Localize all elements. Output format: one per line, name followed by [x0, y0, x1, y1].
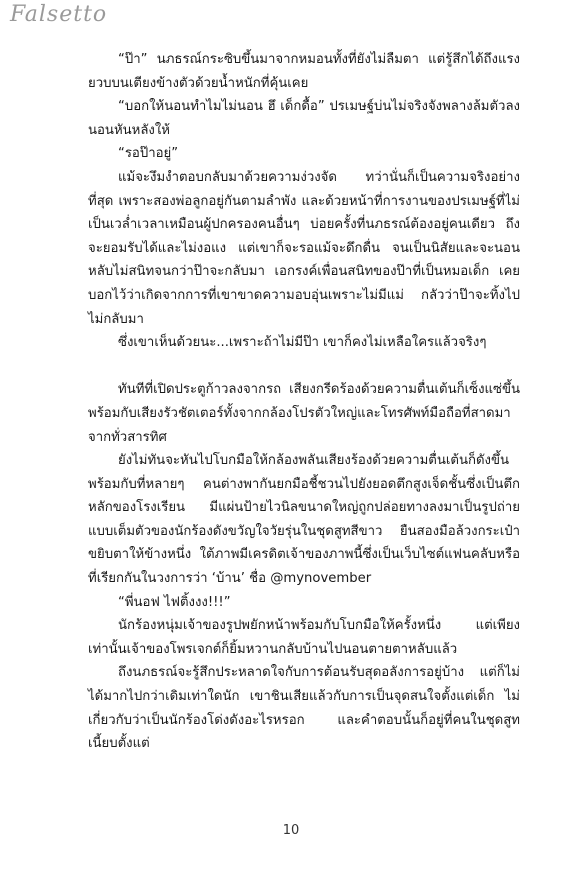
paragraph: “ป๊า” นภธรณ์กระซิบขึ้นมาจากหมอนทั้งที่ยังไม่ลืมตา แต่รู้สึกได้ถึงแรงยวบบนเตียงข้างตัวด้วยน้ำหนักที่คุ้นเคย: [88, 52, 520, 91]
page-number: 10: [282, 823, 300, 838]
book-title-header: Falsetto: [10, 2, 108, 27]
paragraph: ถึงนภธรณ์จะรู้สึกประหลาดใจกับการต้อนรับสุดอลังการอยู่บ้าง แต่ก็ไม่ได้มากไปกว่าเดิมเท่าใดนัก เขาชินเสียแล้วกับการเป็นจุดสนใจตั้งแต่เด็ก ไม่เกี่ยวกับว่าเป็นนักร้องโด่งดังอะไรหรอก และคำตอบนั้นก็อยู่ที่คนในชุดสูทเนี้ยบตั้งแต่: [88, 665, 520, 752]
paragraph: ซึ่งเขาเห็นด้วยนะ...เพราะถ้าไม่มีป๊า เขาก็คงไม่เหลือใครแล้วจริงๆ: [118, 335, 487, 351]
paragraph: แม้จะงึมงำตอบกลับมาด้วยความง่วงจัด ทว่านั่นก็เป็นความจริงอย่างที่สุด เพราะสองพ่อลูกอยู่กันตามลำพัง และด้วยหน้าที่การงานของปรเมษฐ์ที่ไม่เป็นเวล่ำเวลาเหมือนผู้ปกครองคนอื่นๆ บ่อยครั้งที่นภธรณ์ต้องอยู่คนเดียว ถึงจะยอมรับได้และไม่งอแง แต่เขาก็จะรอแม้จะดึกดื่น จนเป็นนิสัยและจะนอนหลับไม่สนิทจนกว่าป๊าจะกลับมา เอกรงค์เพื่อนสนิทของป๊าที่เป็นหมอเด็ก เคยบอกไว้ว่าเกิดจากการที่เขาขาดความอบอุ่นเพราะไม่มีแม่ กลัวว่าป๊าจะทิ้งไปไม่กลับมา: [88, 169, 520, 327]
paragraph: “พี่นอฟ ไฟติ้งงง!!!”: [118, 594, 231, 610]
paragraph: ยังไม่ทันจะหันไปโบกมือให้กล้องพลันเสียงร้องด้วยความตื่นเต้นก็ดังขึ้นพร้อมกับที่หลายๆ คนต่างพากันยกมือชี้ชวนไปยังยอดตึกสูงเจ็ดชั้นซึ่งเป็นตึกหลักของโรงเรียน มีแผ่นป้ายไวนิลขนาดใหญ่ถูกปล่อยทางลงมาเป็นรูปถ่ายแบบเต็มตัวของนักร้องดังขวัญใจวัยรุ่นในชุดสูทสีขาว ยืนสองมือล้วงกระเป๋าขยิบตาให้ข้างหนึ่ง ใต้ภาพมีเครดิตเจ้าของภาพนี้ซึ่งเป็นเว็บไซต์แฟนคลับหรือที่เรียกกันในวงการว่า ‘บ้าน’ ชื่อ @mynovember: [88, 453, 520, 587]
scene-break: [88, 355, 520, 379]
paragraph: ทันทีที่เปิดประตูก้าวลงจากรถ เสียงกรีดร้องด้วยความตื่นเต้นก็เซ็งแซ่ขึ้นพร้อมกับเสียงรัวชัตเตอร์ทั้งจากกล้องโปรตัวใหญ่และโทรศัพท์มือถือที่สาดมาจากทั่วสารทิศ: [88, 382, 520, 445]
paragraph: “บอกให้นอนทำไมไม่นอน ฮึ เด็กดื้อ” ปรเมษฐ์บ่นไม่จริงจังพลางล้มตัวลงนอนหันหลังให้: [88, 99, 520, 138]
body-text: [88, 48, 520, 756]
paragraph: “รอป๊าอยู่”: [118, 146, 179, 162]
paragraph: นักร้องหนุ่มเจ้าของรูปพยักหน้าพร้อมกับโบกมือให้ครั้งหนึ่ง แต่เพียงเท่านั้นเจ้าของโพรเจกต์ก็ยิ้มหวานกลับบ้านไปนอนตายตาหลับแล้ว: [88, 618, 520, 657]
